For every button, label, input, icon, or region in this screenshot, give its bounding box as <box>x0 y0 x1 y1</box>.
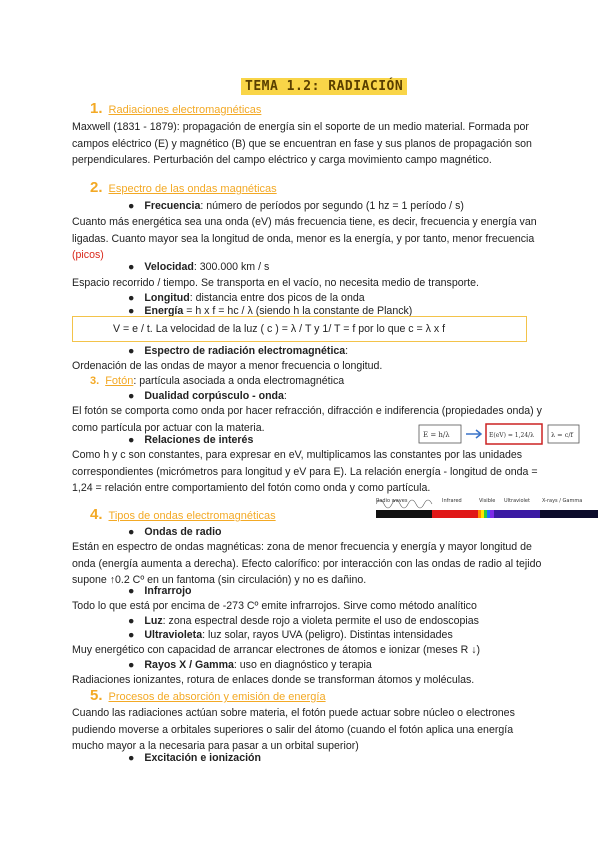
bullet-text: : 300.000 km / s <box>193 261 270 273</box>
section-title: Radiaciones electromagnéticas <box>108 104 262 116</box>
velocity-formula-box: V = e / t. La velocidad de la luz ( c ) = λ / T y 1/ T = f por lo que c = λ x f <box>72 316 527 342</box>
label-radio: Radio waves <box>376 498 408 504</box>
section-number: 2. <box>90 179 103 196</box>
bullet-term: Ultravioleta <box>144 629 203 641</box>
section-2-heading <box>90 180 277 197</box>
bullet-dot: ● <box>128 434 135 446</box>
bullet-text: = h x f = hc / λ (siendo h la constante de Planck) <box>183 305 413 317</box>
picos-highlight: (picos) <box>72 249 104 262</box>
bullet-dot: ● <box>128 752 135 764</box>
bullet-velocidad <box>128 259 269 275</box>
frecuencia-paragraph <box>72 214 542 264</box>
bullet-term: Dualidad corpúsculo - onda <box>144 390 284 402</box>
bullet-term: Espectro de radiación electromagnética <box>144 345 346 357</box>
bullet-text: : luz solar, rayos UVA (peligro). Distintas intensidades <box>202 629 453 641</box>
bullet-text: : distancia entre dos picos de la onda <box>189 292 365 304</box>
section-number: 1. <box>90 100 103 117</box>
bullet-dot: ● <box>128 629 135 641</box>
bullet-dot: ● <box>128 615 135 627</box>
bullet-dot: ● <box>128 390 135 402</box>
bullet-frecuencia <box>128 198 464 214</box>
bullet-dot: ● <box>128 526 135 538</box>
bullet-term: Excitación e ionización <box>144 752 261 764</box>
bullet-dot: ● <box>128 261 135 273</box>
bullet-dot: ● <box>128 292 135 304</box>
rayos-paragraph: Radiaciones ionizantes, rotura de enlaces donde se transforman átomos y moléculas. <box>72 674 475 686</box>
section-number: 3. <box>90 375 100 387</box>
section-number: 4. <box>90 506 103 523</box>
electromagnetic-spectrum-image <box>376 494 598 520</box>
bullet-term: Infrarrojo <box>144 585 192 597</box>
section-4-heading <box>90 507 276 524</box>
label-visible: Visible <box>479 498 496 504</box>
frecuencia-text: Cuanto más energética sea una onda (eV) más frecuencia tiene, es decir, frecuencia y energía van ligadas. Cuanto mayor sea la longitud de onda, menor es la energía, y por tanto, menor frecuencia <box>72 216 537 245</box>
bullet-espectro <box>128 343 348 359</box>
bullet-dot: ● <box>128 200 135 212</box>
section-title: Procesos de absorción y emisión de energía <box>108 691 326 703</box>
bullet-term: Energía <box>144 305 184 317</box>
relaciones-paragraph: Como h y c son constantes, para expresar en eV, multiplicamos las constantes por las unidades correspondientes (micrómetros para longitud y eV para E). La relación energía - longitud de onda = 1,24 = relación entre comportamiento del fotón como onda y como partícula. <box>72 449 538 495</box>
bullet-relaciones <box>128 432 253 448</box>
energy-formula-image <box>418 422 581 448</box>
label-uv: Ultraviolet <box>504 498 530 504</box>
bullet-infrarrojo <box>128 583 192 599</box>
label-infrared: Infrared <box>442 498 462 504</box>
infrarrojo-paragraph: Todo lo que está por encima de -273 Cº emite infrarrojos. Sirve como método analítico <box>72 600 477 612</box>
bullet-term: Luz <box>144 615 163 627</box>
maxwell-paragraph: Maxwell (1831 - 1879): propagación de energía sin el soporte de un medio material. Formada por campos eléctrico (E) y magnético (B) que se encuentran en fase y sus planos de propagación son perpendiculares. Perturbación del campo eléctrico y carga movimiento campo magnético. <box>72 121 532 167</box>
bullet-text: : zona espectral desde rojo a violeta permite el uso de endoscopias <box>162 615 479 627</box>
foton-definition: : partícula asociada a onda electromagnética <box>133 375 345 387</box>
velocidad-paragraph: Espacio recorrido / tiempo. Se transporta en el vacío, no necesita medio de transporte. <box>72 277 479 289</box>
bullet-text: : uso en diagnóstico y terapia <box>233 659 372 671</box>
section-title: Espectro de las ondas magnéticas <box>108 183 277 195</box>
bullet-term: Velocidad <box>144 261 194 273</box>
dualidad-paragraph: El fotón se comporta como onda por hacer refracción, difracción e indiferencia (propiedades onda) y como partícula por actuar con la materia. <box>72 405 542 434</box>
section-1-heading <box>90 101 261 118</box>
section-3-heading <box>90 373 344 389</box>
bullet-dot: ● <box>128 659 135 671</box>
bullet-term: Rayos X / Gamma <box>144 659 234 671</box>
formula-ev: E(eV) = 1,24/λ <box>489 432 534 439</box>
label-xray: X-rays / Gamma <box>542 498 583 504</box>
bullet-radio <box>128 524 222 540</box>
bullet-text: : número de períodos por segundo (1 hz = 1 período / s) <box>200 200 464 212</box>
section-5-heading <box>90 688 326 705</box>
bullet-term: Ondas de radio <box>144 526 222 538</box>
bullet-term: Longitud <box>144 292 190 304</box>
espectro-paragraph: Ordenación de las ondas de mayor a menor frecuencia o longitud. <box>72 360 383 372</box>
bullet-rayos <box>128 657 372 673</box>
bullet-dot: ● <box>128 345 135 357</box>
bullet-dualidad <box>128 388 287 404</box>
formula-e: E = h/λ <box>423 431 450 439</box>
bullet-excitacion <box>128 750 261 766</box>
formula-lambda: λ = c/f <box>551 431 573 439</box>
bullet-dot: ● <box>128 305 135 317</box>
section-title: Fotón <box>105 375 134 387</box>
page-title: TEMA 1.2: RADIACIÓN <box>241 78 407 95</box>
procesos-paragraph: Cuando las radiaciones actúan sobre materia, el fotón puede actuar sobre núcleo o electrones pudiendo moverse a orbitales superiores o salir del átomo (cuando el fotón aplica una energía mucho mayor a la necesaria para pasar a un orbital superior) <box>72 707 515 753</box>
bullet-term: Relaciones de interés <box>144 434 254 446</box>
bullet-text: : <box>345 345 349 357</box>
bullet-text: : <box>283 390 287 402</box>
section-title: Tipos de ondas electromagnéticas <box>108 510 276 522</box>
bullet-ultravioleta <box>128 627 453 643</box>
ultravioleta-paragraph: Muy energético con capacidad de arrancar electrones de átomos e ionizar (meses R ↓) <box>72 644 481 656</box>
bullet-term: Frecuencia <box>144 200 201 212</box>
section-number: 5. <box>90 687 103 704</box>
radio-paragraph: Están en espectro de ondas magnéticas: zona de menor frecuencia y energía y mayor longitud de onda (energía aumenta a derecha). Efecto calorífico: por interacción con las ondas de radio al tejido supone ↑0.2 Cº en un fantoma (sin circulación) y no es dañino. <box>72 541 542 587</box>
bullet-dot: ● <box>128 585 135 597</box>
